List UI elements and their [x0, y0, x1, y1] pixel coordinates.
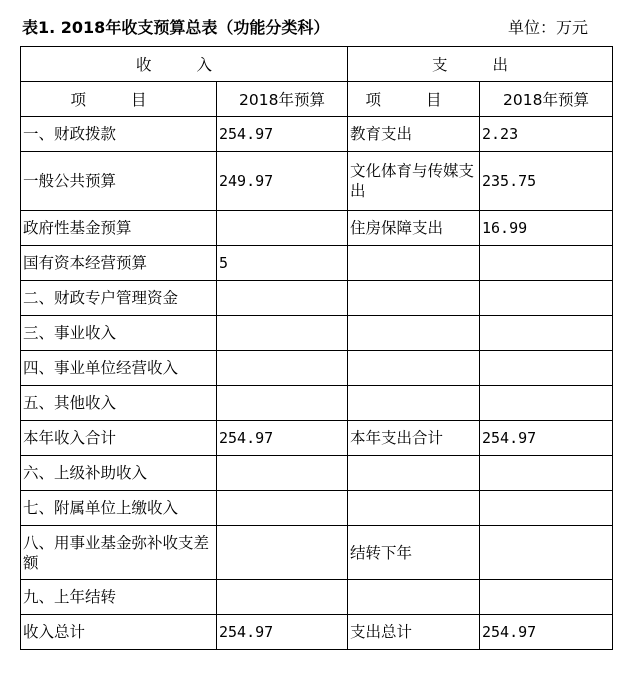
income-value: [217, 316, 348, 351]
expense-item: [348, 316, 480, 351]
table-row: [21, 316, 613, 351]
table-row: [21, 351, 613, 386]
income-item: 收入总计: [21, 615, 217, 650]
income-value: [217, 580, 348, 615]
expense-value: 254.97: [480, 421, 613, 456]
expense-item: 文化体育与传媒支出: [348, 152, 480, 211]
expense-item: [348, 351, 480, 386]
table-row: [21, 491, 613, 526]
table-row: [21, 211, 613, 246]
income-item: 政府性基金预算: [21, 211, 217, 246]
table-row: [21, 615, 613, 650]
column-header-row: [21, 82, 613, 117]
table-title: 表1. 2018年收支预算总表（功能分类科）: [22, 18, 330, 37]
table-caption: [22, 14, 612, 42]
expense-item: [348, 386, 480, 421]
expense-item: 支出总计: [348, 615, 480, 650]
expense-item: [348, 246, 480, 281]
income-item: 五、其他收入: [21, 386, 217, 421]
expense-value: [480, 386, 613, 421]
expense-value: [480, 351, 613, 386]
income-value: 254.97: [217, 421, 348, 456]
income-item: 一般公共预算: [21, 152, 217, 211]
expense-value: 235.75: [480, 152, 613, 211]
expense-item: [348, 491, 480, 526]
income-item: 三、事业收入: [21, 316, 217, 351]
income-value: [217, 491, 348, 526]
expense-value: [480, 281, 613, 316]
expense-value: [480, 526, 613, 580]
expense-value: [480, 456, 613, 491]
income-value: 254.97: [217, 117, 348, 152]
expense-item: [348, 580, 480, 615]
expense-value: [480, 580, 613, 615]
income-value: 5: [217, 246, 348, 281]
income-item: 九、上年结转: [21, 580, 217, 615]
expense-value: [480, 491, 613, 526]
unit-label: 单位：万元: [507, 18, 588, 37]
expense-item: 结转下年: [348, 526, 480, 580]
income-value: [217, 526, 348, 580]
income-item: 国有资本经营预算: [21, 246, 217, 281]
expense-value: 2.23: [480, 117, 613, 152]
income-section-header: 收 入: [21, 47, 348, 82]
table-row: [21, 152, 613, 211]
table-row: [21, 117, 613, 152]
table-row: [21, 421, 613, 456]
income-value: 254.97: [217, 615, 348, 650]
income-value: [217, 281, 348, 316]
expense-item: 教育支出: [348, 117, 480, 152]
budget-summary-table: [20, 46, 613, 650]
income-value: [217, 456, 348, 491]
table-row: [21, 456, 613, 491]
expense-item: 住房保障支出: [348, 211, 480, 246]
income-item: 七、附属单位上缴收入: [21, 491, 217, 526]
income-item: 八、用事业基金弥补收支差额: [21, 526, 217, 580]
section-header-row: [21, 47, 613, 82]
income-value: [217, 351, 348, 386]
income-item: 六、上级补助收入: [21, 456, 217, 491]
expense-item-header: 项 目: [348, 82, 480, 117]
table-row: [21, 281, 613, 316]
expense-item: [348, 281, 480, 316]
expense-value: 16.99: [480, 211, 613, 246]
income-item: 二、财政专户管理资金: [21, 281, 217, 316]
expense-value: 254.97: [480, 615, 613, 650]
table-row: [21, 526, 613, 580]
income-item: 一、财政拨款: [21, 117, 217, 152]
table-row: [21, 246, 613, 281]
income-value: 249.97: [217, 152, 348, 211]
expense-value: [480, 316, 613, 351]
expense-section-header: 支 出: [348, 47, 613, 82]
income-item: 本年收入合计: [21, 421, 217, 456]
table-row: [21, 386, 613, 421]
expense-item: 本年支出合计: [348, 421, 480, 456]
income-item-header: 项 目: [21, 82, 217, 117]
expense-budget-header: 2018年预算: [480, 82, 613, 117]
table-row: [21, 580, 613, 615]
income-value: [217, 386, 348, 421]
income-item: 四、事业单位经营收入: [21, 351, 217, 386]
income-budget-header: 2018年预算: [217, 82, 348, 117]
income-value: [217, 211, 348, 246]
expense-value: [480, 246, 613, 281]
expense-item: [348, 456, 480, 491]
